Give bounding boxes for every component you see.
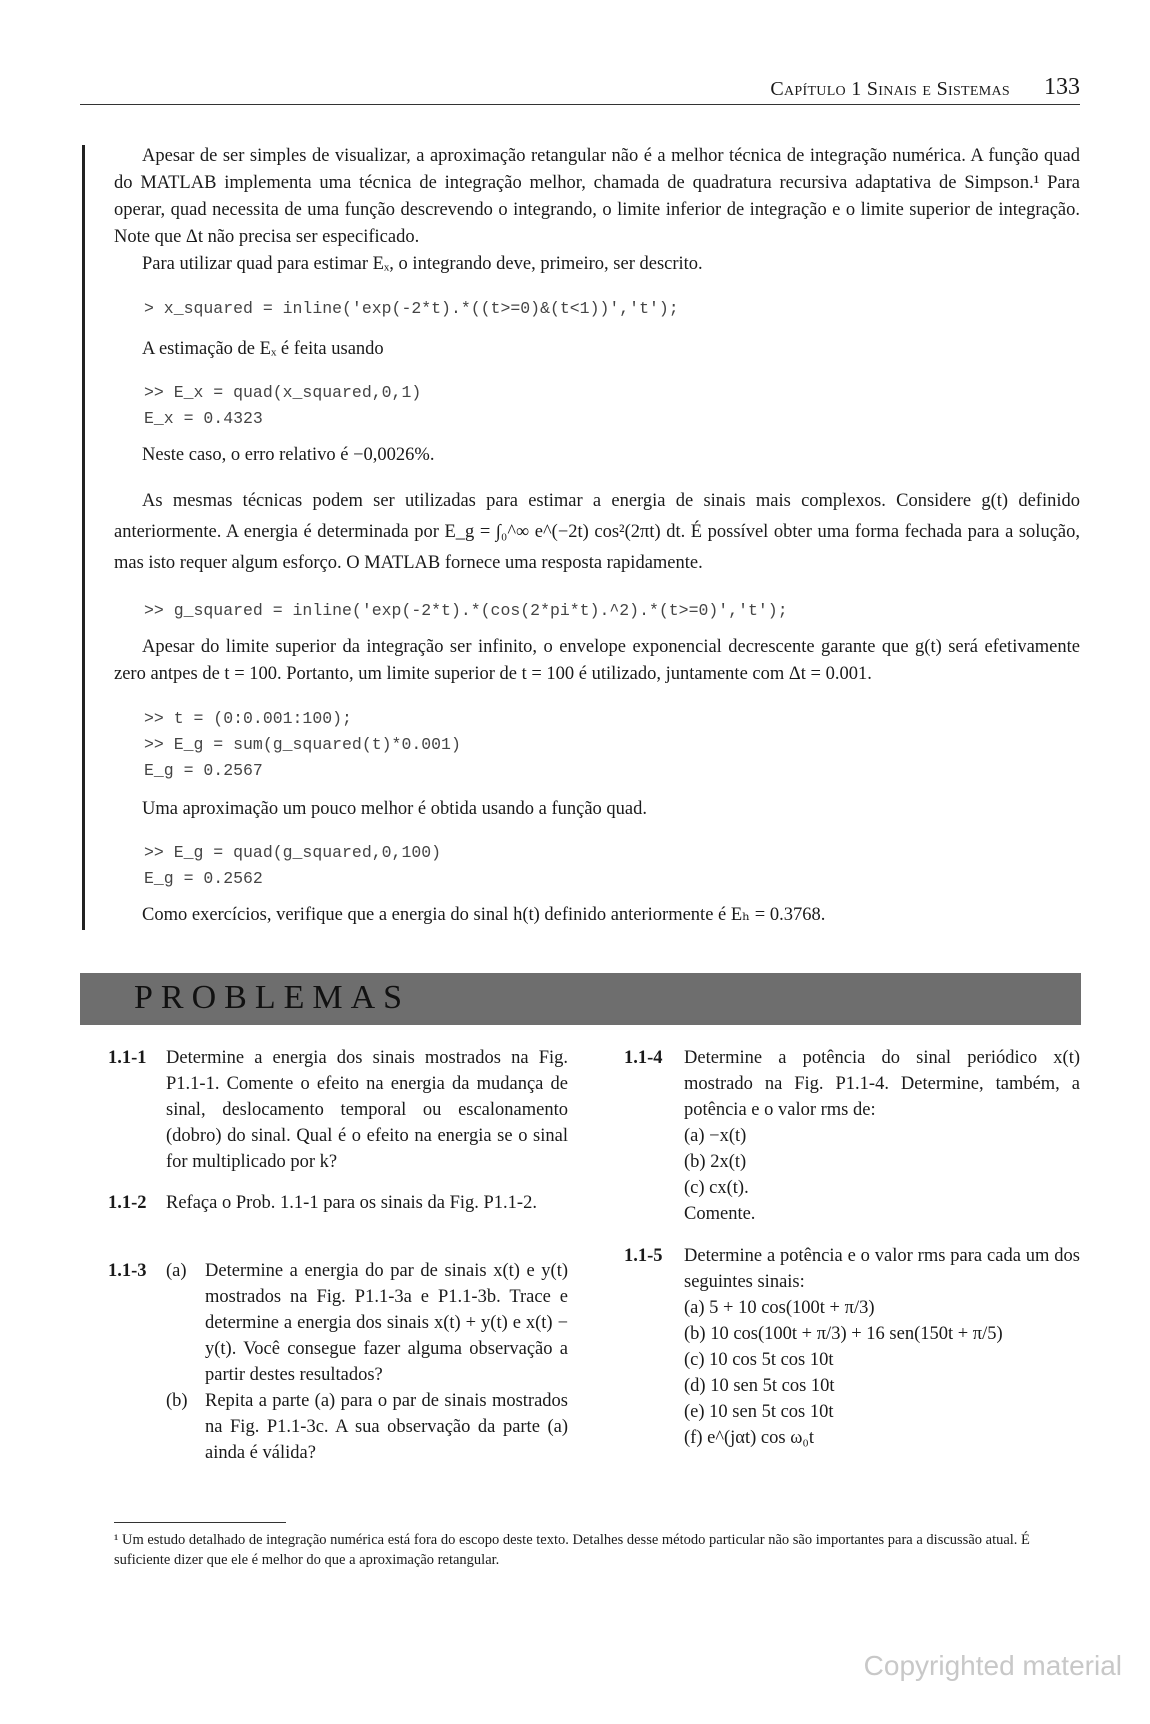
problem-comment: Comente. bbox=[684, 1204, 756, 1224]
problems-banner bbox=[80, 973, 1081, 1025]
margin-rule bbox=[82, 145, 85, 930]
problem-text: Determine a energia dos sinais mostrados na Fig. P1.1-1. Comente o efeito na energia da mudança de sinal, deslocamento temporal ou escalonamento (dobro) do sinal. Qual é o efeito na energia se o sinal for multiplicado por k? bbox=[166, 1048, 568, 1172]
list-item: (a) 5 + 10 cos(100t + π/3) bbox=[684, 1298, 875, 1318]
problem-text: Refaça o Prob. 1.1-1 para os sinais da Fig. P1.1-2. bbox=[166, 1193, 537, 1213]
watermark: Copyrighted material bbox=[863, 1650, 1122, 1681]
paragraph-complex-signals: As mesmas técnicas podem ser utilizadas para estimar a energia de sinais mais complexos. Considere g(t) definido anteriormente. A energia é determinada por E_g = ∫₀^∞ e^(−2t) cos²(2πt) dt. É possível obter uma forma fechada para a solução, mas isto requer algum esforço. O MATLAB fornece uma resposta rapidamente. bbox=[114, 491, 1080, 573]
chapter-title: Capítulo 1 Sinais e Sistemas bbox=[770, 78, 1010, 100]
code-x-squared: > x_squared = inline('exp(-2*t).*((t>=0)&(t<1))','t'); bbox=[144, 299, 679, 318]
list-item: (a) −x(t) bbox=[684, 1126, 747, 1146]
problems-title: PROBLEMAS bbox=[134, 979, 411, 1016]
problem-text: Determine a potência e o valor rms para cada um dos seguintes sinais: bbox=[684, 1246, 1080, 1292]
list-item: (b) 2x(t) bbox=[684, 1152, 747, 1172]
problem-text: Determine a potência do sinal periódico x(t) mostrado na Fig. P1.1-4. Determine, também, a potência e o valor rms de: bbox=[684, 1048, 1080, 1120]
problem-number: 1.1-2 bbox=[108, 1193, 147, 1213]
list-item: (d) 10 sen 5t cos 10t bbox=[684, 1376, 835, 1396]
list-item: (b) 10 cos(100t + π/3) + 16 sen(150t + π/5) bbox=[684, 1324, 1003, 1344]
paragraph-relative-error: Neste caso, o erro relativo é −0,0026%. bbox=[142, 445, 435, 465]
paragraph-exercise: Como exercícios, verifique que a energia do sinal h(t) definido anteriormente é Eₕ = 0.3768. bbox=[142, 905, 826, 925]
code-g-squared: >> g_squared = inline('exp(-2*t).*(cos(2*pi*t).^2).*(t>=0)','t'); bbox=[144, 601, 788, 620]
paragraph-quad-intro: Apesar de ser simples de visualizar, a aproximação retangular não é a melhor técnica de integração numérica. A função quad do MATLAB implementa uma técnica de integração melhor, chamada de quadratura recursiva adaptativa de Simpson.¹ Para operar, quad necessita de uma função descrevendo o integrando, o limite inferior de integração e o limite superior de integração. Note que Δt não precisa ser especificado. bbox=[114, 146, 1080, 247]
footnote-rule bbox=[114, 1522, 286, 1523]
paragraph-upper-limit: Apesar do limite superior da integração ser infinito, o envelope exponencial decrescente garante que g(t) será efetivamente zero antpes de t = 100. Portanto, um limite superior de t = 100 é utilizado, juntamente com Δt = 0.001. bbox=[114, 637, 1080, 684]
footnote: ¹ Um estudo detalhado de integração numérica está fora do escopo deste texto. Detalhes desse método particular não são importantes para a discussão atual. É suficiente dizer que ele é melhor do que a aproximação retangular. bbox=[114, 1532, 1030, 1568]
part-text-a: Determine a energia do par de sinais x(t) e y(t) mostrados na Fig. P1.1-3a e P1.1-3b. Trace e determine a energia dos sinais x(t) + y(t) e x(t) − y(t). Você consegue fazer alguma observação a partir destes resultados? bbox=[205, 1261, 568, 1385]
problem-number: 1.1-4 bbox=[624, 1048, 663, 1068]
problem-number: 1.1-3 bbox=[108, 1261, 147, 1281]
list-item: (f) e^(jαt) cos ω₀t bbox=[684, 1428, 814, 1448]
list-item: (c) cx(t). bbox=[684, 1178, 749, 1198]
code-t-vector: >> t = (0:0.001:100); bbox=[144, 709, 352, 728]
problem-number: 1.1-1 bbox=[108, 1048, 147, 1068]
paragraph-integrand: Para utilizar quad para estimar Eₓ, o integrando deve, primeiro, ser descrito. bbox=[142, 254, 703, 274]
code-eg-quad: >> E_g = quad(g_squared,0,100) bbox=[144, 843, 442, 862]
part-label-b: (b) bbox=[166, 1391, 188, 1411]
code-eg-sum-result: E_g = 0.2567 bbox=[144, 761, 263, 780]
page-number: 133 bbox=[1044, 74, 1080, 100]
code-eg-sum: >> E_g = sum(g_squared(t)*0.001) bbox=[144, 735, 461, 754]
paragraph-quad-better: Uma aproximação um pouco melhor é obtida usando a função quad. bbox=[142, 799, 647, 819]
code-eg-quad-result: E_g = 0.2562 bbox=[144, 869, 263, 888]
problem-number: 1.1-5 bbox=[624, 1246, 663, 1266]
list-item: (c) 10 cos 5t cos 10t bbox=[684, 1350, 834, 1370]
part-text-b: Repita a parte (a) para o par de sinais mostrados na Fig. P1.1-3c. A sua observação da parte (a) ainda é válida? bbox=[205, 1391, 568, 1463]
list-item: (e) 10 sen 5t cos 10t bbox=[684, 1402, 834, 1422]
code-ex-quad: >> E_x = quad(x_squared,0,1) bbox=[144, 383, 422, 402]
part-label-a: (a) bbox=[166, 1261, 187, 1281]
code-ex-result: E_x = 0.4323 bbox=[144, 409, 263, 428]
running-header bbox=[80, 74, 1080, 105]
paragraph-estimation: A estimação de Eₓ é feita usando bbox=[142, 339, 384, 359]
